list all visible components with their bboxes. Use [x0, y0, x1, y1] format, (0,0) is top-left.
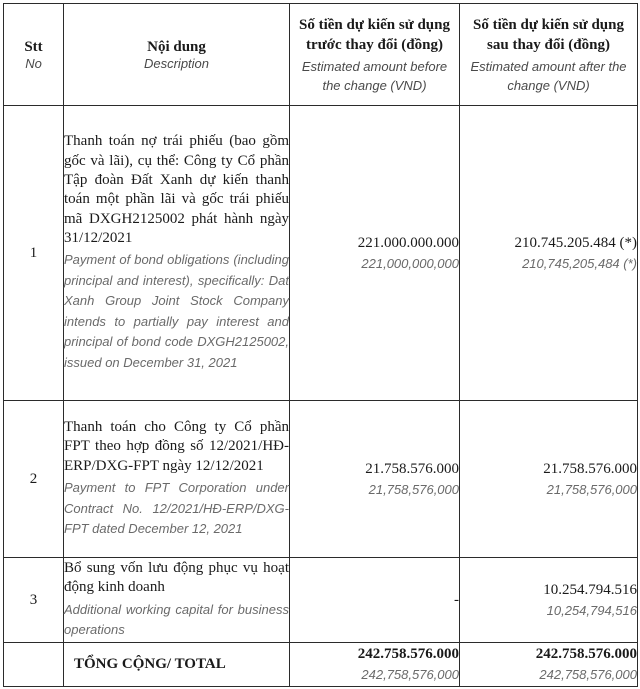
table-row [4, 558, 638, 643]
row-amount-before [290, 401, 460, 558]
row-description-vi: Thanh toán cho Công ty Cổ phần FPT theo hợp đồng số 12/2021/HĐ-ERP/DXG-FPT ngày 12/12/2021 [64, 419, 289, 474]
header-before-vi: Số tiền dự kiến sử dụng trước thay đổi (đồng) [299, 16, 450, 53]
amount-after-en: 210,745,205,484 (*) [522, 255, 637, 271]
amount-before-vi: 221.000.000.000 [357, 234, 459, 251]
row-amount-before [290, 558, 460, 643]
row-description-vi: Bổ sung vốn lưu động phục vụ hoạt động kinh doanh [64, 560, 289, 596]
row-number: 3 [4, 558, 64, 643]
row-description [64, 558, 290, 643]
amount-after-en: 10,254,794,516 [546, 602, 637, 618]
row-description [64, 401, 290, 558]
allocation-table [3, 3, 638, 687]
amount-before-vi: 21.758.576.000 [365, 460, 459, 477]
table-row [4, 401, 638, 558]
header-before [290, 4, 460, 106]
header-before-en: Estimated amount before the change (VND) [301, 58, 448, 93]
amount-after-vi: 21.758.576.000 [543, 460, 637, 477]
row-amount-after [460, 558, 638, 643]
total-after-en: 242,758,576,000 [539, 667, 637, 682]
total-before-en: 242,758,576,000 [361, 667, 459, 682]
row-number: 1 [4, 106, 64, 401]
header-description [64, 4, 290, 106]
header-no-vi: Stt [24, 38, 43, 55]
amount-before-en: 221,000,000,000 [361, 255, 459, 271]
row-amount-after [460, 401, 638, 558]
total-amount-after [460, 643, 638, 687]
header-after [460, 4, 638, 106]
row-description-en: Payment of bond obligations (including principal and interest), specifically: Dat Xanh Group Joint Stock Company intends to partially pay interest and principal of bond code DXGH2125002, issued on December 31, 2021 [64, 252, 289, 371]
table-row [4, 106, 638, 401]
header-no-en: No [25, 55, 42, 71]
table-header-row [4, 4, 638, 106]
header-after-en: Estimated amount after the change (VND) [470, 58, 627, 93]
row-description [64, 106, 290, 401]
total-label: TỔNG CỘNG/ TOTAL [64, 643, 290, 687]
header-no [4, 4, 64, 106]
row-amount-after [460, 106, 638, 401]
amount-before-en: 21,758,576,000 [368, 481, 459, 497]
header-after-vi: Số tiền dự kiến sử dụng sau thay đổi (đồng) [473, 16, 624, 53]
row-amount-before [290, 106, 460, 401]
header-description-vi: Nội dung [147, 38, 206, 55]
amount-before-vi: - [454, 591, 459, 608]
total-before-vi: 242.758.576.000 [357, 646, 459, 662]
total-number-cell [4, 643, 64, 687]
total-after-vi: 242.758.576.000 [535, 646, 637, 662]
header-description-en: Description [143, 55, 210, 71]
row-number: 2 [4, 401, 64, 558]
row-description-vi: Thanh toán nợ trái phiếu (bao gồm gốc và lãi), cụ thể: Công ty Cổ phần Tập đoàn Đất Xanh dự kiến thanh toán một phần lãi và gốc trái phiếu mã DXGH2125002 phát hành ngày 31/12/2021 [64, 133, 289, 246]
amount-after-en: 21,758,576,000 [546, 481, 637, 497]
amount-after-vi: 10.254.794.516 [543, 581, 637, 598]
amount-after-vi: 210.745.205.484 (*) [514, 234, 637, 251]
row-description-en: Additional working capital for business operations [64, 601, 289, 638]
row-description-en: Payment to FPT Corporation under Contract No. 12/2021/HĐ-ERP/DXG-FPT dated December 12, 2021 [64, 480, 289, 537]
total-amount-before [290, 643, 460, 687]
total-row [4, 643, 638, 687]
